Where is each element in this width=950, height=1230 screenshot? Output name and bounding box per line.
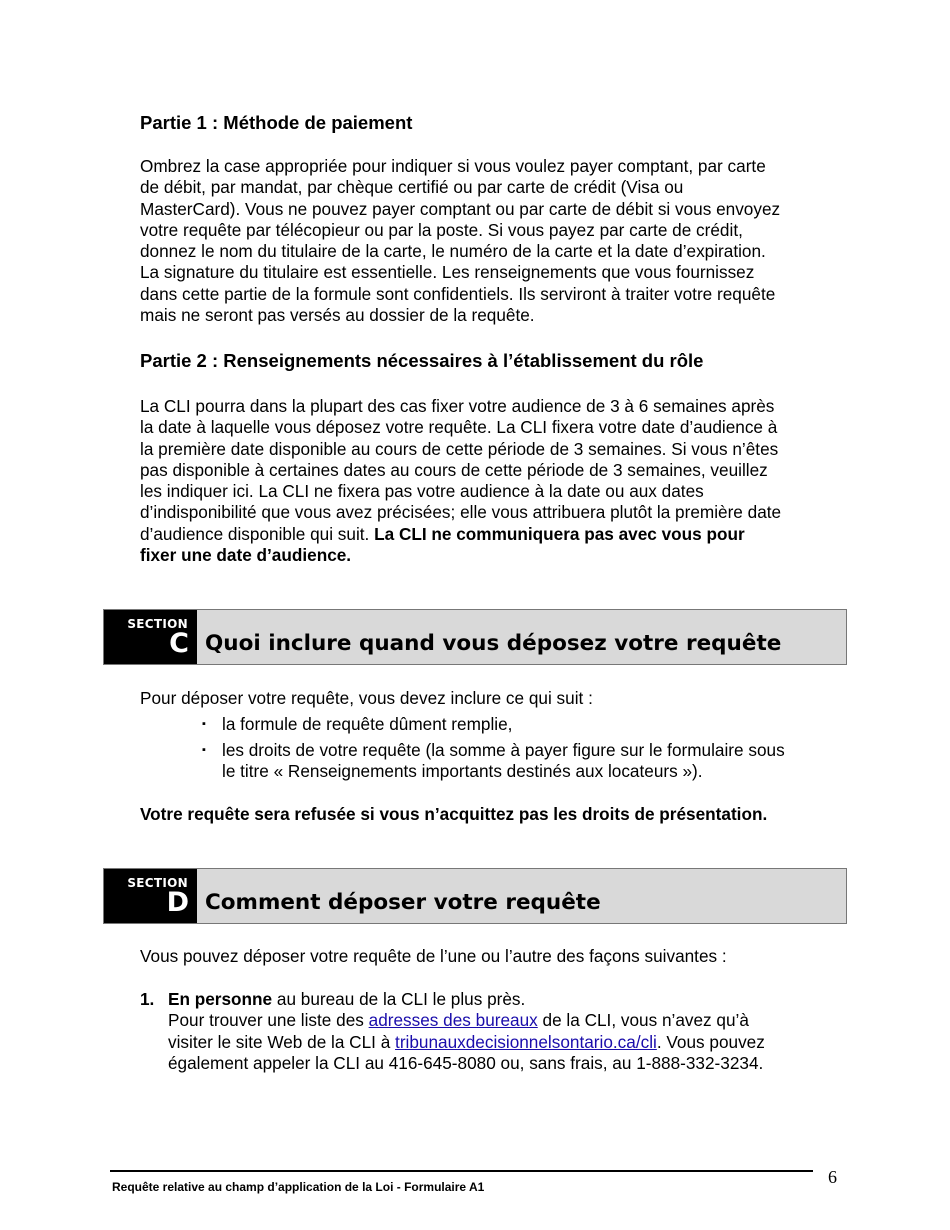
- item-1-line: [168, 1010, 848, 1031]
- section-c-warning: Votre requête sera refusée si vous n’acquittez pas les droits de présentation.: [140, 804, 768, 824]
- section-d-intro: Vous pouvez déposer votre requête de l’une ou l’autre des façons suivantes :: [140, 946, 727, 966]
- part2-line: pas disponible à certaines dates au cours de cette période de 3 semaines, veuillez: [140, 459, 768, 480]
- section-c-word: SECTION: [127, 617, 188, 631]
- section-c-intro: Pour déposer votre requête, vous devez inclure ce qui suit :: [140, 688, 593, 708]
- part2-plain-text: d’audience disponible qui suit.: [140, 523, 375, 544]
- part1-line: MasterCard). Vous ne pouvez payer comptant ou par carte de débit si vous envoyez: [140, 198, 781, 219]
- footer-title: Requête relative au champ d’application de la Loi - Formulaire A1: [112, 1180, 485, 1194]
- part2-line: les indiquer ici. La CLI ne fixera pas votre audience à la date ou aux dates: [140, 481, 704, 502]
- part1-line: de débit, par mandat, par chèque certifié ou par carte de crédit (Visa ou: [140, 177, 684, 198]
- part1-line: votre requête par télécopieur ou par la poste. Si vous payez par carte de crédit,: [140, 219, 743, 240]
- part1-line: dans cette partie de la formule sont confidentiels. Ils serviront à traiter votre requête: [140, 283, 776, 304]
- part1-line: La signature du titulaire est essentielle. Les renseignements que vous fournissez: [140, 262, 755, 283]
- part2-heading: Partie 2 : Renseignements nécessaires à l’établissement du rôle: [140, 350, 704, 371]
- part2-final-bold: fixer une date d’audience.: [140, 545, 352, 566]
- part2-line: La CLI pourra dans la plupart des cas fixer votre audience de 3 à 6 semaines après: [140, 396, 775, 416]
- part1-line: Ombrez la case appropriée pour indiquer si vous voulez payer comptant, par carte: [140, 156, 766, 176]
- bullet-icon: ▪: [202, 718, 206, 730]
- part2-line-bold: [140, 545, 840, 566]
- item-1-text: Pour trouver une liste des: [168, 1010, 369, 1031]
- section-c-bullet-1: la formule de requête dûment remplie,: [222, 714, 513, 734]
- item-1-text: . Vous pouvez: [656, 1031, 765, 1052]
- part2-line: la première date disponible au cours de cette période de 3 semaines. Si vous n’êtes: [140, 438, 779, 459]
- section-d-header: [103, 868, 847, 924]
- section-d-tag: [104, 869, 197, 923]
- item-1-text: de la CLI, vous n’avez qu’à: [537, 1010, 749, 1031]
- part1-heading: Partie 1 : Méthode de paiement: [140, 112, 413, 133]
- part2-line: d’indisponibilité que vous avez précisées; elle vous attribuera plutôt la première date: [140, 502, 782, 523]
- part2-line-mixed: [140, 524, 840, 545]
- page-number: 6: [828, 1167, 837, 1187]
- list-number: 1.: [140, 989, 155, 1009]
- section-c-bullet-2: [222, 740, 842, 783]
- section-c-header: [103, 609, 847, 665]
- part2-line: la date à laquelle vous déposez votre requête. La CLI fixera votre date d’audience à: [140, 417, 778, 438]
- item-1-line: [168, 1032, 848, 1053]
- bullet-2-line: le titre « Renseignements importants destinés aux locateurs »).: [222, 761, 703, 782]
- section-d-item-1: [168, 989, 848, 1074]
- section-d-letter: D: [166, 887, 189, 918]
- bullet-2-line: les droits de votre requête (la somme à payer figure sur le formulaire sous: [222, 740, 785, 760]
- item-1-line: également appeler la CLI au 416-645-8080 ou, sans frais, au 1-888-332-3234.: [168, 1052, 764, 1073]
- footer-divider: [110, 1170, 813, 1172]
- item-1-line: [168, 989, 848, 1010]
- part2-bold-text: La CLI ne communiquera pas avec vous pour: [374, 523, 745, 544]
- section-d-title: Comment déposer votre requête: [205, 890, 601, 915]
- part1-line: mais ne seront pas versés au dossier de la requête.: [140, 305, 535, 326]
- part1-line: donnez le nom du titulaire de la carte, le numéro de la carte et la date d’expiration.: [140, 241, 766, 262]
- part2-paragraph: [140, 396, 840, 566]
- section-c-title: Quoi inclure quand vous déposez votre requête: [205, 631, 782, 656]
- office-addresses-link[interactable]: adresses des bureaux: [368, 1010, 538, 1031]
- item-1-bold: En personne: [168, 989, 273, 1009]
- section-d-word: SECTION: [127, 876, 188, 890]
- item-1-text: visiter le site Web de la CLI à: [168, 1031, 396, 1052]
- section-c-letter: C: [169, 628, 189, 659]
- part1-paragraph: [140, 156, 840, 326]
- tribunal-website-link[interactable]: tribunauxdecisionnelsontario.ca/cli: [395, 1031, 657, 1052]
- bullet-icon: ▪: [202, 744, 206, 756]
- section-c-tag: [104, 610, 197, 664]
- item-1-rest: au bureau de la CLI le plus près.: [272, 989, 526, 1009]
